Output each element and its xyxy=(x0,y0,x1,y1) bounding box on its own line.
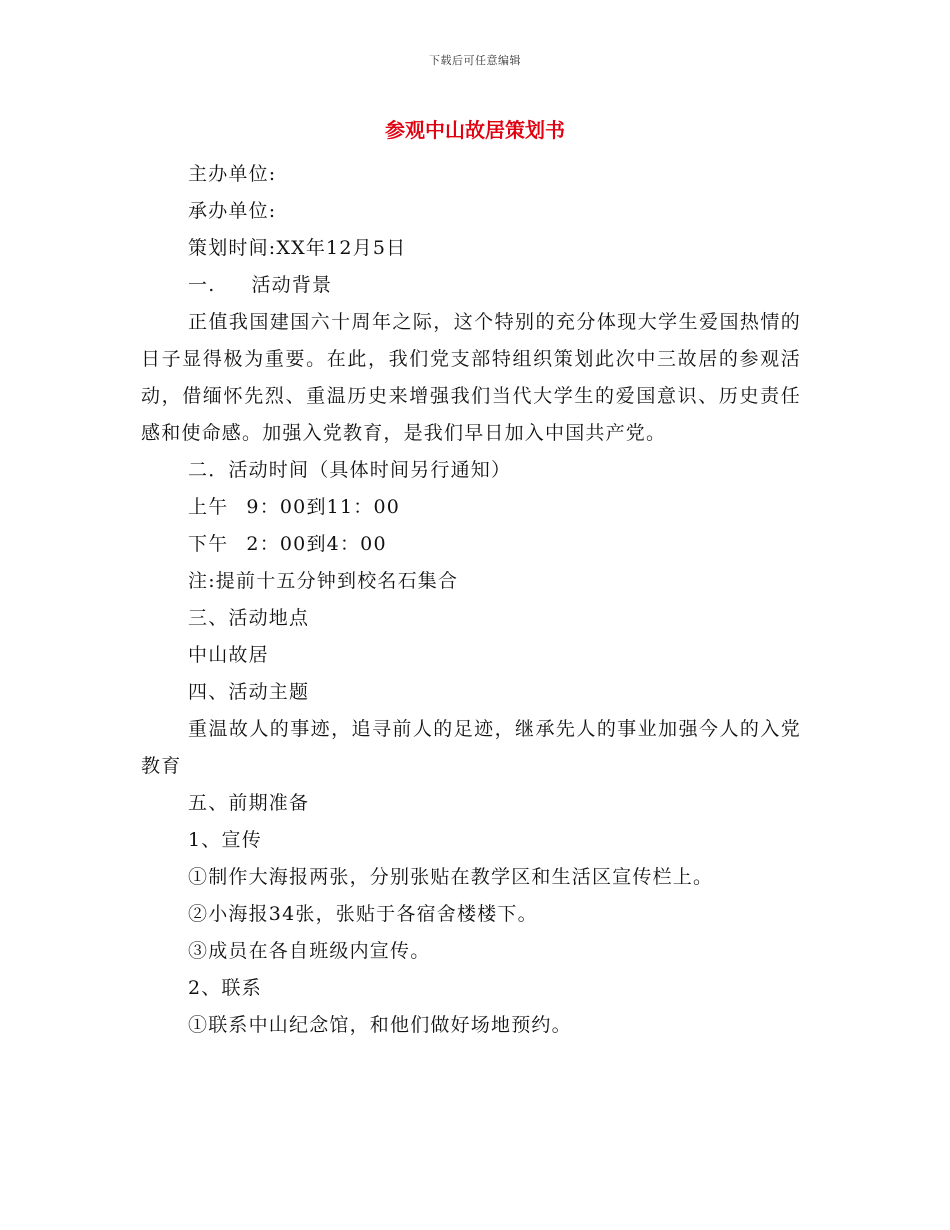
afternoon-time: 2：00到4：00 xyxy=(246,533,387,555)
section-2-heading: 二．活动时间（具体时间另行通知） xyxy=(188,459,512,481)
publicity-item: ③成员在各自班级内宣传。 xyxy=(188,940,431,962)
contact-item: ①联系中山纪念馆，和他们做好场地预约。 xyxy=(188,1014,572,1036)
section-5-heading: 五、前期准备 xyxy=(188,792,310,814)
section-1-heading xyxy=(141,267,801,304)
publicity-heading: 1、宣传 xyxy=(188,829,262,851)
theme-paragraph: 重温故人的事迹，追寻前人的足迹，继承先人的事业加强今人的入党教育 xyxy=(141,718,801,777)
document-title: 参观中山故居策划书 xyxy=(385,118,565,142)
contact-heading: 2、联系 xyxy=(188,977,262,999)
page-header-note: 下载后可任意编辑 xyxy=(429,54,521,67)
afternoon-time-line xyxy=(141,526,801,563)
background-paragraph: 正值我国建国六十周年之际，这个特别的充分体现大学生爱国热情的日子显得极为重要。在此，我们党支部特组织策划此次中三故居的参观活动，借缅怀先烈、重温历史来增强我们当代大学生的爱国意识、历史责任感和使命感。加强入党教育，是我们早日加入中国共产党。 xyxy=(141,311,801,444)
publicity-item: ①制作大海报两张，分别张贴在教学区和生活区宣传栏上。 xyxy=(188,866,714,888)
morning-time-line xyxy=(141,489,801,526)
organizer-line: 主办单位: xyxy=(188,163,277,185)
section-1-title: 活动背景 xyxy=(251,274,333,296)
section-3-heading: 三、活动地点 xyxy=(188,607,310,629)
location-text: 中山故居 xyxy=(188,644,269,666)
co-organizer-line: 承办单位: xyxy=(188,200,277,222)
afternoon-label: 下午 xyxy=(188,533,229,555)
document-body xyxy=(141,156,801,1044)
section-1-number: 一. xyxy=(188,274,216,296)
morning-time: 9：00到11：00 xyxy=(246,496,401,518)
morning-label: 上午 xyxy=(188,496,229,518)
publicity-item: ②小海报34张，张贴于各宿舍楼楼下。 xyxy=(188,903,538,925)
gathering-note: 注:提前十五分钟到校名石集合 xyxy=(188,570,459,592)
plan-time-line: 策划时间:XX年12月5日 xyxy=(188,237,407,259)
section-4-heading: 四、活动主题 xyxy=(188,681,310,703)
